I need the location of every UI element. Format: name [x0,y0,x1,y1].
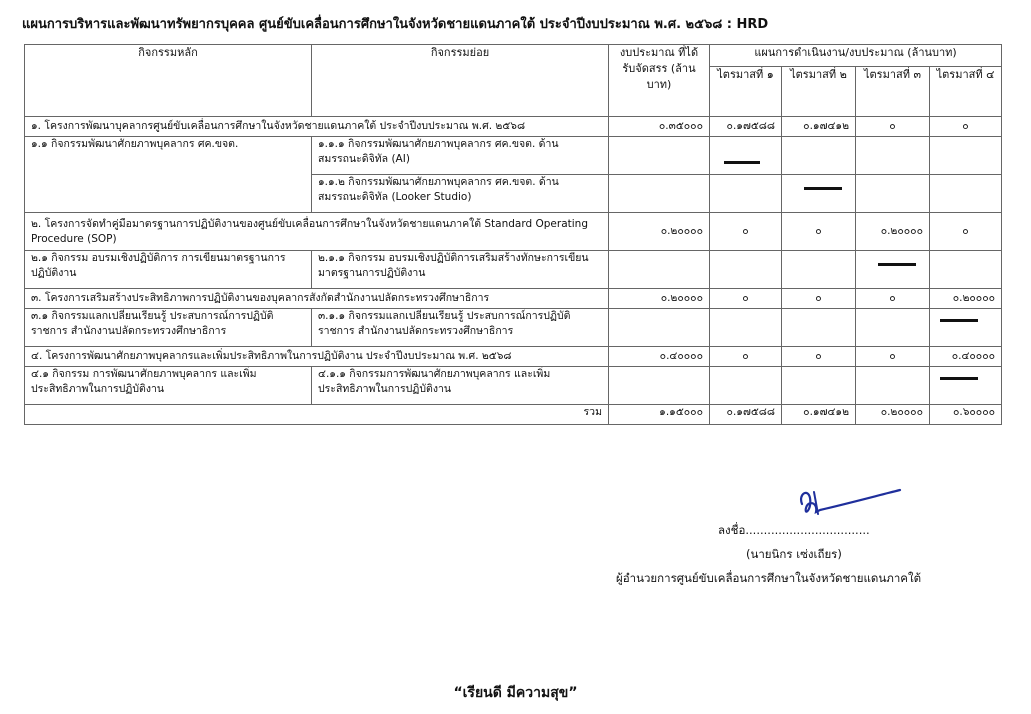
project-q3: ๐ [856,117,930,137]
gantt-cell-q2 [782,309,856,347]
total-row [25,405,1002,425]
header-q2: ไตรมาสที่ ๒ [782,67,856,117]
page-title: แผนการบริหารและพัฒนาทรัพยากรบุคคล ศูนย์ขับเคลื่อนการศึกษาในจังหวัดชายแดนภาคใต้ ประจำปีงบประมาณ พ.ศ. ๒๕๖๘ : HRD [22,17,769,32]
sub-activity-row [25,309,1002,347]
header-main-activity: กิจกรรมหลัก [25,45,312,117]
signature-line: ลงชื่อ.................................. [718,523,870,537]
project-budget: ๐.๓๕๐๐๐ [609,117,710,137]
project-budget: ๐.๔๐๐๐๐ [609,347,710,367]
header-sub-activity: กิจกรรมย่อย [312,45,609,117]
schedule-bar [940,377,978,380]
project-row [25,289,1002,309]
sub-activity-cell: ๑.๑.๒ กิจกรรมพัฒนาศักยภาพบุคลากร ศค.ขจต. ด้านสมรรถนะดิจิทัล (Looker Studio) [312,175,609,213]
project-q1: ๐ [710,347,782,367]
project-title: ๓. โครงการเสริมสร้างประสิทธิภาพการปฏิบัติงานของบุคลากรสังกัดสำนักงานปลัดกระทรวงศึกษาธิการ [25,289,609,309]
project-q2: ๐ [782,213,856,251]
activity-cell: ๑.๑ กิจกรรมพัฒนาศักยภาพบุคลากร ศค.ขจต. [25,137,312,213]
gantt-cell-q4 [930,175,1002,213]
gantt-cell-q4 [930,367,1002,405]
project-q1: ๐ [710,213,782,251]
gantt-cell-q2 [782,175,856,213]
project-q3: ๐ [856,289,930,309]
project-budget: ๐.๒๐๐๐๐ [609,289,710,309]
total-budget: ๑.๑๕๐๐๐ [609,405,710,425]
project-title: ๒. โครงการจัดทำคู่มือมาตรฐานการปฏิบัติงานของศูนย์ขับเคลื่อนการศึกษาในจังหวัดชายแดนภาคใต้ Standard Operating Procedure (SOP) [25,213,609,251]
project-row [25,117,1002,137]
gantt-cell-q4 [930,251,1002,289]
total-q2: ๐.๑๗๔๑๒ [782,405,856,425]
gantt-cell-q2 [782,367,856,405]
gantt-cell-q2 [782,137,856,175]
project-title: ๔. โครงการพัฒนาศักยภาพบุคลากรและเพิ่มประสิทธิภาพในการปฏิบัติงาน ประจำปีงบประมาณ พ.ศ. ๒๕๖๘ [25,347,609,367]
slogan: “เรียนดี มีความสุข” [453,685,578,701]
sub-activity-cell: ๑.๑.๑ กิจกรรมพัฒนาศักยภาพบุคลากร ศค.ขจต. ด้านสมรรถนะดิจิทัล (AI) [312,137,609,175]
project-q1: ๐ [710,289,782,309]
schedule-bar [724,161,760,164]
project-row [25,213,1002,251]
project-q4: ๐ [930,117,1002,137]
project-q1: ๐.๑๗๕๘๘ [710,117,782,137]
signatory-name: (นายนิกร เซ่งเถียร) [746,547,842,561]
activity-cell: ๔.๑ กิจกรรม การพัฒนาศักยภาพบุคลากร และเพิ่มประสิทธิภาพในการปฏิบัติงาน [25,367,312,405]
sub-budget-cell [609,251,710,289]
header-plan: แผนการดำเนินงาน/งบประมาณ (ล้านบาท) [710,45,1002,67]
project-title: ๑. โครงการพัฒนาบุคลากรศูนย์ขับเคลื่อนการศึกษาในจังหวัดชายแดนภาคใต้ ประจำปีงบประมาณ พ.ศ. ๒๕๖๘ [25,117,609,137]
schedule-bar [940,319,978,322]
project-q2: ๐ [782,347,856,367]
sub-budget-cell [609,175,710,213]
total-q3: ๐.๒๐๐๐๐ [856,405,930,425]
signature-mark [796,486,916,526]
hrd-plan-table [24,44,1002,425]
gantt-cell-q1 [710,137,782,175]
sub-budget-cell [609,367,710,405]
total-label: รวม [25,405,609,425]
gantt-cell-q3 [856,251,930,289]
project-q2: ๐ [782,289,856,309]
sub-activity-row [25,137,1002,175]
sub-budget-cell [609,309,710,347]
project-q3: ๐.๒๐๐๐๐ [856,213,930,251]
signatory-position: ผู้อำนวยการศูนย์ขับเคลื่อนการศึกษาในจังหวัดชายแดนภาคใต้ [616,571,922,585]
sub-activity-cell: ๒.๑.๑ กิจกรรม อบรมเชิงปฏิบัติการเสริมสร้างทักษะการเขียนมาตรฐานการปฏิบัติงาน [312,251,609,289]
gantt-cell-q1 [710,175,782,213]
sub-activity-row [25,251,1002,289]
gantt-cell-q1 [710,309,782,347]
gantt-cell-q1 [710,367,782,405]
header-q4: ไตรมาสที่ ๔ [930,67,1002,117]
sub-activity-row [25,367,1002,405]
schedule-bar [878,263,916,266]
sub-budget-cell [609,137,710,175]
gantt-cell-q3 [856,309,930,347]
activity-cell: ๒.๑ กิจกรรม อบรมเชิงปฏิบัติการ การเขียนมาตรฐานการปฏิบัติงาน [25,251,312,289]
project-row [25,347,1002,367]
total-q1: ๐.๑๗๕๘๘ [710,405,782,425]
schedule-bar [804,187,842,190]
sub-activity-cell: ๔.๑.๑ กิจกรรมการพัฒนาศักยภาพบุคลากร และเพิ่มประสิทธิภาพในการปฏิบัติงาน [312,367,609,405]
project-q4: ๐ [930,213,1002,251]
gantt-cell-q2 [782,251,856,289]
project-q4: ๐.๔๐๐๐๐ [930,347,1002,367]
project-q4: ๐.๒๐๐๐๐ [930,289,1002,309]
project-q3: ๐ [856,347,930,367]
header-budget: งบประมาณ ที่ได้รับจัดสรร (ล้านบาท) [609,45,710,117]
header-q3: ไตรมาสที่ ๓ [856,67,930,117]
activity-cell: ๓.๑ กิจกรรมแลกเปลี่ยนเรียนรู้ ประสบการณ์การปฏิบัติราชการ สำนักงานปลัดกระทรวงศึกษาธิการ [25,309,312,347]
sub-activity-cell: ๓.๑.๑ กิจกรรมแลกเปลี่ยนเรียนรู้ ประสบการณ์การปฏิบัติราชการ สำนักงานปลัดกระทรวงศึกษาธิการ [312,309,609,347]
header-q1: ไตรมาสที่ ๑ [710,67,782,117]
gantt-cell-q3 [856,137,930,175]
gantt-cell-q1 [710,251,782,289]
gantt-cell-q3 [856,175,930,213]
project-budget: ๐.๒๐๐๐๐ [609,213,710,251]
gantt-cell-q4 [930,137,1002,175]
project-q2: ๐.๑๗๔๑๒ [782,117,856,137]
gantt-cell-q3 [856,367,930,405]
gantt-cell-q4 [930,309,1002,347]
total-q4: ๐.๖๐๐๐๐ [930,405,1002,425]
